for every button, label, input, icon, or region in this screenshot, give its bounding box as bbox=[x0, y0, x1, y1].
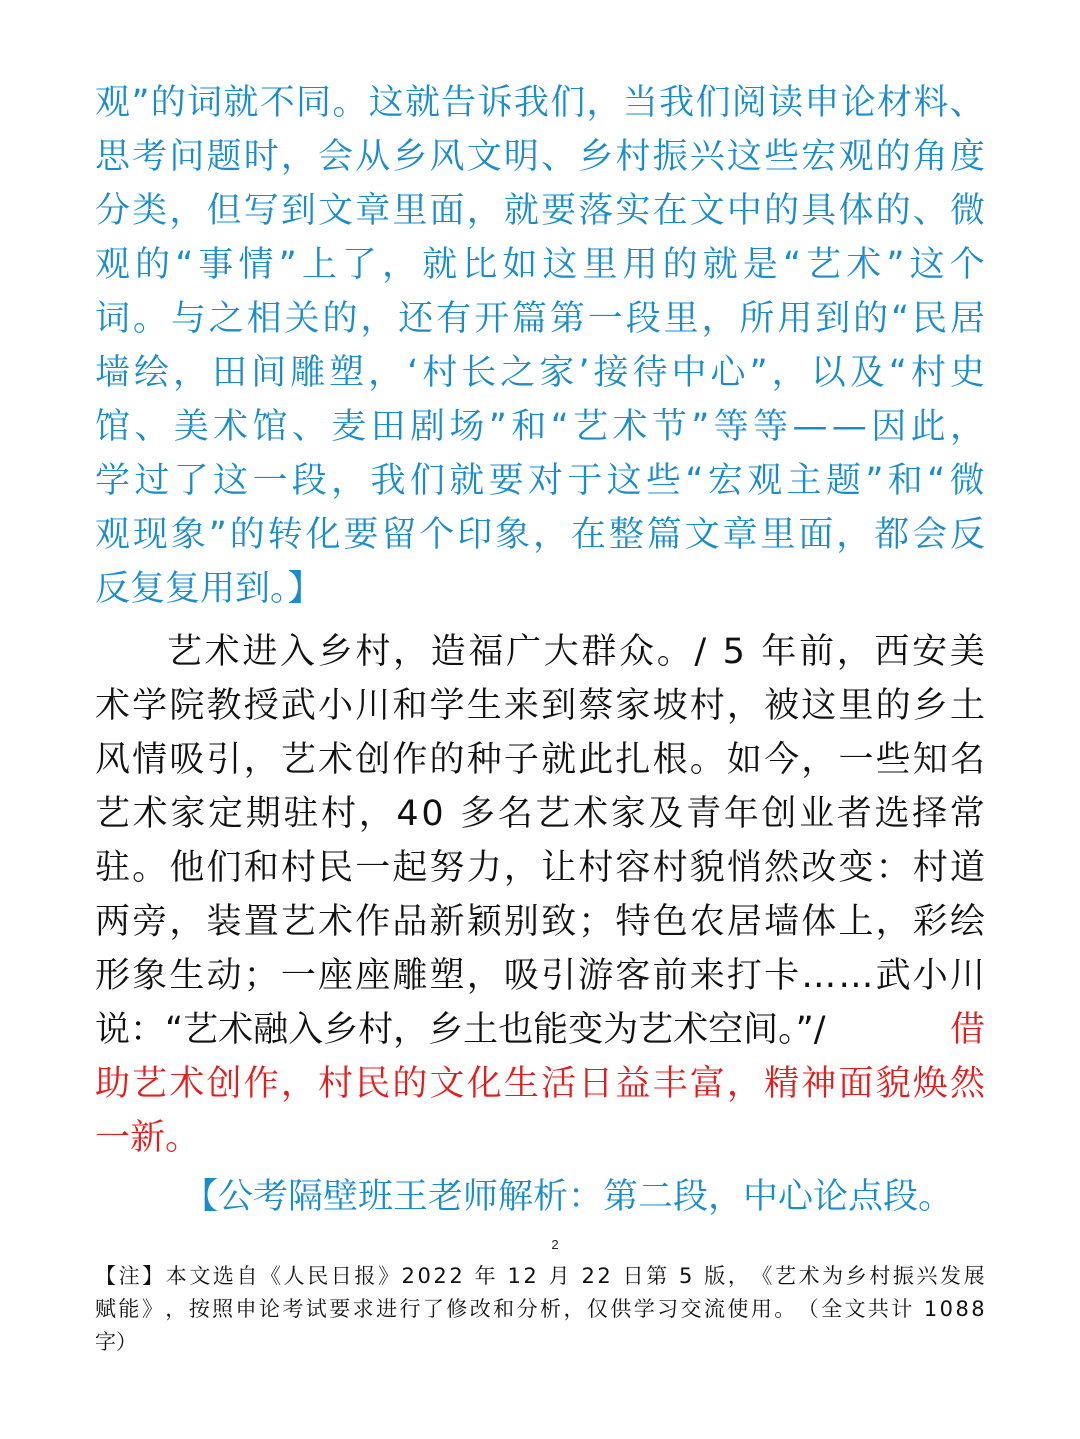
body-line-quote: 说：“艺术融入乡村，乡土也能变为艺术空间。”/ bbox=[95, 1010, 837, 1050]
commentary-line: 观 现 象 ” 的 转 化 要 留 个 印 象 ， 在 整 篇 文 章 里 面 ， 都 会 反 bbox=[95, 515, 985, 555]
highlighted-sentence-line: 助 艺 术 创 作 ， 村 民 的 文 化 生 活 日 益 丰 富 ， 精 神 面 貌 焕 然 bbox=[95, 1064, 985, 1104]
body-line: 术 学 院 教 授 武 小 川 和 学 生 来 到 蔡 家 坡 村 ， 被 这 里 的 乡 土 bbox=[95, 686, 985, 726]
body-line-mixed bbox=[95, 1003, 985, 1057]
commentary-line: 分 类 ， 但 写 到 文 章 里 面 ， 就 要 落 实 在 文 中 的 具 体 的 、 微 bbox=[95, 191, 985, 231]
footnote-line: 赋 能 》 ， 按 照 申 论 考 试 要 求 进 行 了 修 改 和 分 析 ， 仅 供 学 习 交 流 使 用 。 （ 全 文 共 计 1 0 8 8 bbox=[95, 1297, 985, 1321]
body-line: 艺 术 家 定 期 驻 村 ， 4 0 多 名 艺 术 家 及 青 年 创 业 者 选 择 常 bbox=[95, 794, 985, 834]
analysis-commentary-paragraph bbox=[95, 76, 985, 616]
commentary-line: 墙 绘 ， 田 间 雕 塑 ， ‘ 村 长 之 家 ’ 接 待 中 心 ” ， 以 及 “ 村 史 bbox=[95, 353, 985, 393]
body-line: 艺 术 进 入 乡 村 ， 造 福 广 大 群 众 。 / 5 年 前 ， 西 安 美 bbox=[167, 632, 985, 672]
body-line: 驻 。 他 们 和 村 民 一 起 努 力 ， 让 村 容 村 貌 悄 然 改 变 ： 村 道 bbox=[95, 848, 985, 888]
analysis-heading: 【公考隔壁班王老师解析：第二段，中心论点段。 bbox=[183, 1177, 954, 1217]
footnote bbox=[95, 1260, 985, 1359]
commentary-line: 馆 、 美 术 馆 、 麦 田 剧 场 ” 和 “ 艺 术 节 ” 等 等 — — 因 此 ， bbox=[95, 407, 985, 447]
footnote-line: 【 注 】 本 文 选 自 《 人 民 日 报 》 2 0 2 2 年 1 2 月 2 2 日 第 5 版 ， 《 艺 术 为 乡 村 振 兴 发 展 bbox=[95, 1264, 985, 1288]
commentary-line: 思 考 问 题 时 ， 会 从 乡 风 文 明 、 乡 村 振 兴 这 些 宏 观 的 角 度 bbox=[95, 137, 985, 177]
teacher-analysis bbox=[95, 1170, 985, 1224]
highlighted-sentence-start: 借 bbox=[949, 1010, 985, 1050]
footnote-line: 字） bbox=[95, 1330, 137, 1354]
highlighted-sentence-line: 一新。 bbox=[95, 1118, 201, 1158]
body-line: 形 象 生 动 ； 一 座 座 雕 塑 ， 吸 引 游 客 前 来 打 卡 … … 武 小 川 bbox=[95, 956, 985, 996]
body-line: 两 旁 ， 装 置 艺 术 作 品 新 颖 别 致 ； 特 色 农 居 墙 体 上 ， 彩 绘 bbox=[95, 902, 985, 942]
page-number: 2 bbox=[551, 1237, 559, 1252]
body-line: 风 情 吸 引 ， 艺 术 创 作 的 种 子 就 此 扎 根 。 如 今 ， 一 些 知 名 bbox=[95, 740, 985, 780]
commentary-line: 观 的 “ 事 情 ” 上 了 ， 就 比 如 这 里 用 的 就 是 “ 艺 术 ” 这 个 bbox=[95, 245, 985, 285]
commentary-line: 观 ” 的 词 就 不 同 。 这 就 告 诉 我 们 ， 当 我 们 阅 读 申 论 材 料 、 bbox=[95, 83, 985, 123]
commentary-line: 词 。 与 之 相 关 的 ， 还 有 开 篇 第 一 段 里 ， 所 用 到 的 “ 民 居 bbox=[95, 299, 985, 339]
article-body-paragraph bbox=[95, 625, 985, 1165]
commentary-line: 学 过 了 这 一 段 ， 我 们 就 要 对 于 这 些 “ 宏 观 主 题 ” 和 “ 微 bbox=[95, 461, 985, 501]
commentary-line: 反复复用到。】 bbox=[95, 569, 323, 609]
